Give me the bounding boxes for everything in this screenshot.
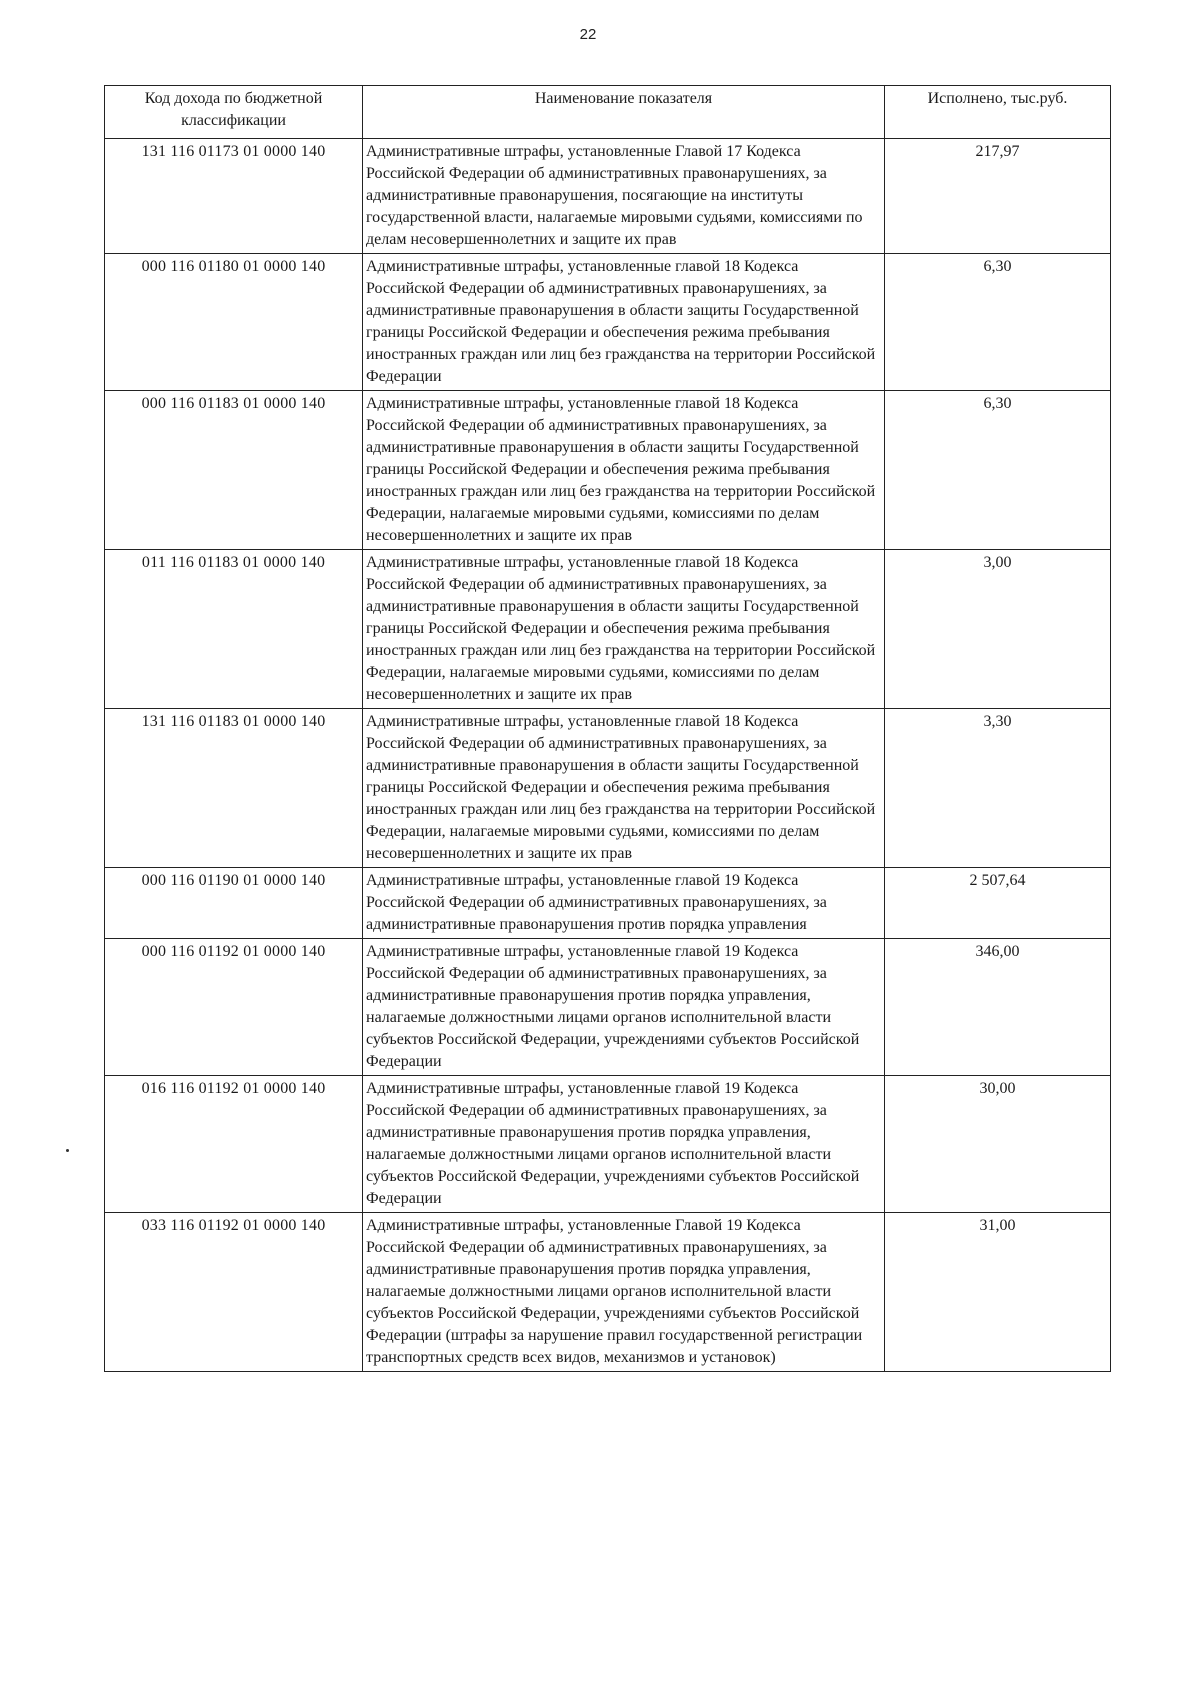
row-name: Административные штрафы, установленные главой 18 Кодекса Российской Федерации об административных правонарушениях, за административные правонарушения в области защиты Государственной границы Российской Федерации и обеспечения режима пребывания иностранных граждан или лиц без гражданства на территории Российской Федерации, налагаемые мировыми судьями, комиссиями по делам несовершеннолетних и защите их прав [363, 391, 885, 550]
table-row [105, 139, 1111, 254]
row-value: 30,00 [885, 1076, 1111, 1213]
table-row [105, 1213, 1111, 1372]
row-value: 3,00 [885, 550, 1111, 709]
row-value: 217,97 [885, 139, 1111, 254]
row-name: Административные штрафы, установленные Главой 19 Кодекса Российской Федерации об административных правонарушениях, за административные правонарушения против порядка управления, налагаемые должностными лицами органов исполнительной власти субъектов Российской Федерации, учреждениями субъектов Российской Федерации (штрафы за нарушение правил государственной регистрации транспортных средств всех видов, механизмов и установок) [363, 1213, 885, 1372]
row-code: 011 116 01183 01 0000 140 [105, 550, 363, 709]
row-value: 6,30 [885, 254, 1111, 391]
header-name: Наименование показателя [363, 86, 885, 139]
budget-revenue-table [104, 85, 1111, 1372]
table-row [105, 939, 1111, 1076]
row-name: Административные штрафы, установленные главой 18 Кодекса Российской Федерации об административных правонарушениях, за административные правонарушения в области защиты Государственной границы Российской Федерации и обеспечения режима пребывания иностранных граждан или лиц без гражданства на территории Российской Федерации, налагаемые мировыми судьями, комиссиями по делам несовершеннолетних и защите их прав [363, 709, 885, 868]
row-value: 346,00 [885, 939, 1111, 1076]
row-name: Административные штрафы, установленные главой 19 Кодекса Российской Федерации об административных правонарушениях, за административные правонарушения против порядка управления [363, 868, 885, 939]
row-code: 000 116 01180 01 0000 140 [105, 254, 363, 391]
row-code: 000 116 01183 01 0000 140 [105, 391, 363, 550]
row-name: Административные штрафы, установленные главой 18 Кодекса Российской Федерации об административных правонарушениях, за административные правонарушения в области защиты Государственной границы Российской Федерации и обеспечения режима пребывания иностранных граждан или лиц без гражданства на территории Российской Федерации, налагаемые мировыми судьями, комиссиями по делам несовершеннолетних и защите их прав [363, 550, 885, 709]
row-value: 3,30 [885, 709, 1111, 868]
row-name: Административные штрафы, установленные главой 19 Кодекса Российской Федерации об административных правонарушениях, за административные правонарушения против порядка управления, налагаемые должностными лицами органов исполнительной власти субъектов Российской Федерации, учреждениями субъектов Российской Федерации [363, 939, 885, 1076]
row-code: 131 116 01173 01 0000 140 [105, 139, 363, 254]
row-name: Административные штрафы, установленные главой 18 Кодекса Российской Федерации об административных правонарушениях, за административные правонарушения в области защиты Государственной границы Российской Федерации и обеспечения режима пребывания иностранных граждан или лиц без гражданства на территории Российской Федерации [363, 254, 885, 391]
table-row [105, 868, 1111, 939]
table-header-row [105, 86, 1111, 139]
table-row [105, 254, 1111, 391]
row-name: Административные штрафы, установленные Главой 17 Кодекса Российской Федерации об административных правонарушениях, за административные правонарушения, посягающие на институты государственной власти, налагаемые мировыми судьями, комиссиями по делам несовершеннолетних и защите их прав [363, 139, 885, 254]
table-row [105, 391, 1111, 550]
table-row [105, 709, 1111, 868]
row-code: 033 116 01192 01 0000 140 [105, 1213, 363, 1372]
row-code: 016 116 01192 01 0000 140 [105, 1076, 363, 1213]
row-code: 131 116 01183 01 0000 140 [105, 709, 363, 868]
header-code: Код дохода по бюджетной классификации [105, 86, 363, 139]
row-value: 31,00 [885, 1213, 1111, 1372]
row-value: 6,30 [885, 391, 1111, 550]
row-value: 2 507,64 [885, 868, 1111, 939]
table-row [105, 550, 1111, 709]
header-value: Исполнено, тыс.руб. [885, 86, 1111, 139]
scan-dot [66, 1149, 69, 1152]
table-row [105, 1076, 1111, 1213]
row-code: 000 116 01190 01 0000 140 [105, 868, 363, 939]
page-number: 22 [579, 26, 597, 43]
row-name: Административные штрафы, установленные главой 19 Кодекса Российской Федерации об административных правонарушениях, за административные правонарушения против порядка управления, налагаемые должностными лицами органов исполнительной власти субъектов Российской Федерации, учреждениями субъектов Российской Федерации [363, 1076, 885, 1213]
row-code: 000 116 01192 01 0000 140 [105, 939, 363, 1076]
